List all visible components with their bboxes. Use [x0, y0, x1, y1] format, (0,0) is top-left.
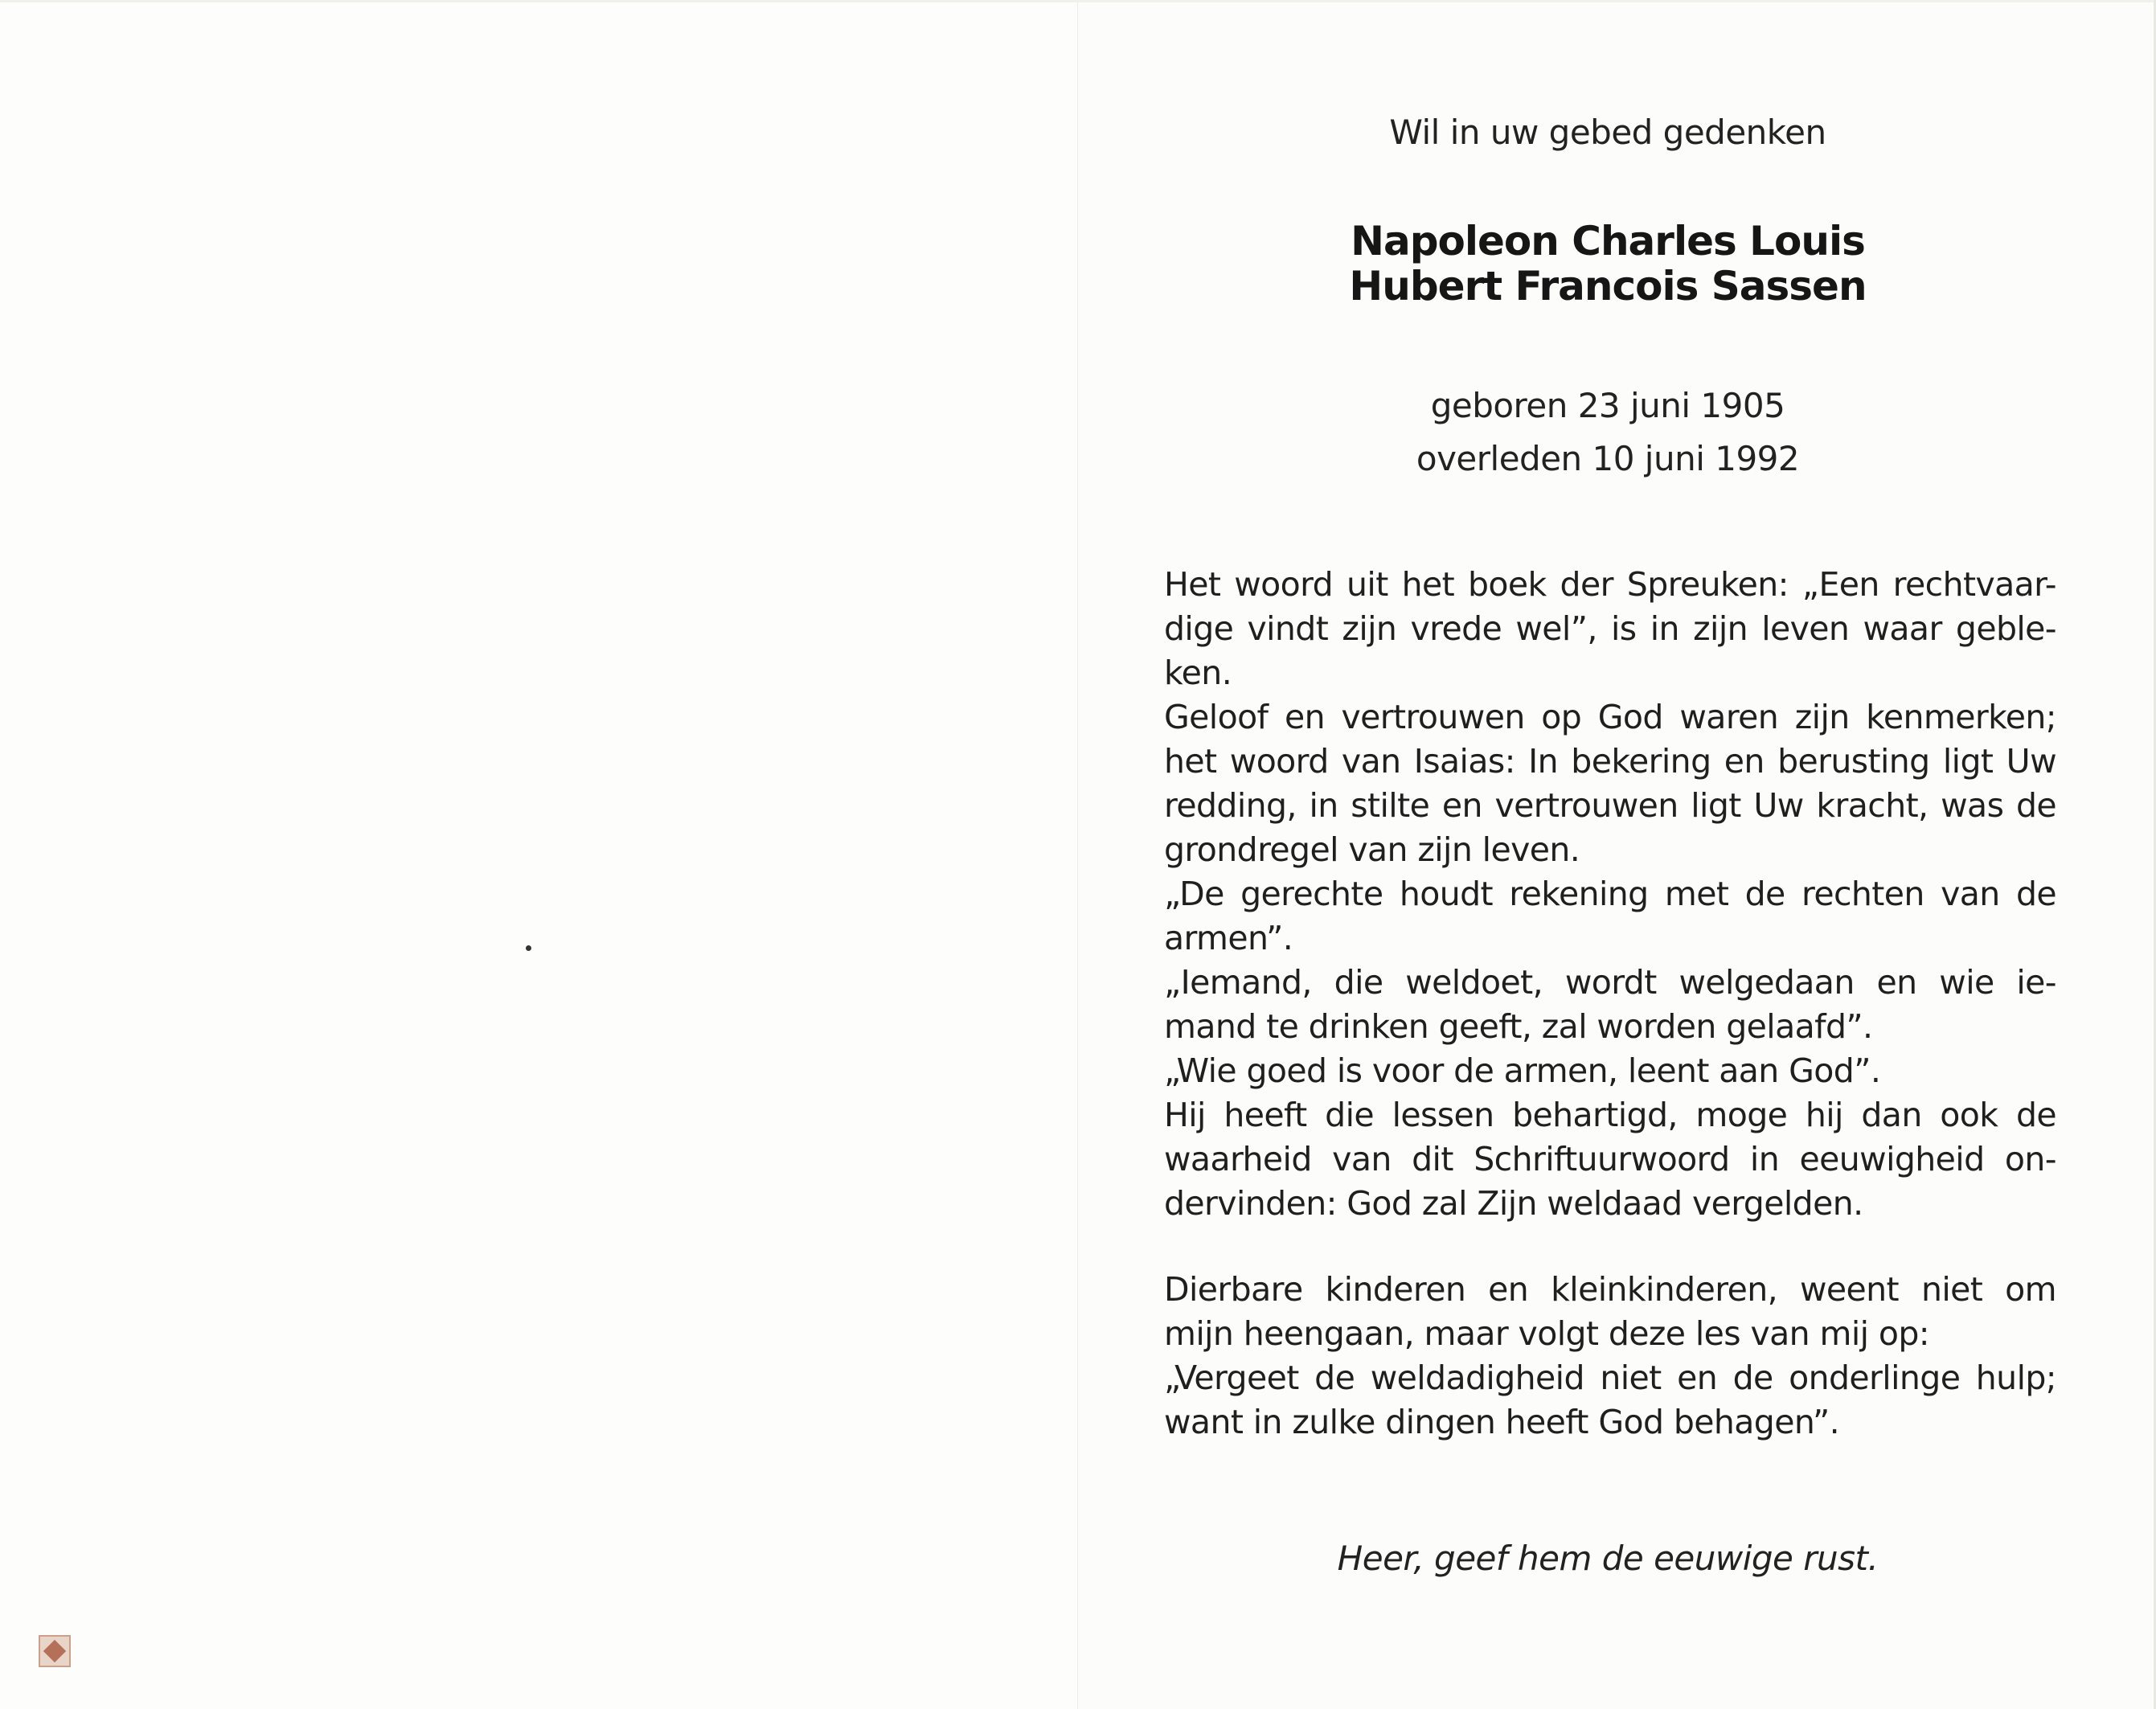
archive-stamp-mark — [39, 1635, 71, 1667]
birth-date: geboren 23 juni 1905 — [1430, 386, 1785, 425]
paragraph: Het woord uit het boek der Spreuken: „Een rechtvaar- dige vindt zijn vrede wel”, is in zijn leven waar geble- ken. — [1164, 565, 2056, 692]
name-line-1: Napoleon Charles Louis — [1351, 218, 1865, 264]
paragraph: „Wie goed is voor de armen, leent aan God”. — [1164, 1051, 1881, 1090]
paper-speck — [526, 945, 531, 951]
deceased-name — [1254, 219, 1961, 309]
paragraph: Dierbare kinderen en kleinkinderen, weent niet om mijn heengaan, maar volgt deze les van mij op: — [1164, 1270, 2056, 1353]
closing-prayer: Heer, geef hem de eeuwige rust. — [1337, 1539, 1879, 1578]
paragraph: „Iemand, die weldoet, wordt welgedaan en wie ie- mand te drinken geeft, zal worden gelaafd”. — [1164, 963, 2056, 1046]
left-panel-blank — [0, 0, 1077, 1709]
paragraph: Hij heeft die lessen behartigd, moge hij dan ook de waarheid van dit Schriftuurwoord in eeuwigheid on- dervinden: God zal Zijn weldaad vergelden. — [1164, 1096, 2056, 1223]
paragraph-gap — [1164, 1226, 2056, 1268]
paragraph: „De gerechte houdt rekening met de rechten van de armen”. — [1164, 875, 2056, 957]
memorial-text — [1164, 563, 2056, 1445]
death-date: overleden 10 juni 1992 — [1416, 439, 1800, 478]
prayer-request-heading: Wil in uw gebed gedenken — [1389, 113, 1826, 152]
paper-edge-top — [0, 0, 2156, 2]
name-line-2: Hubert Francois Sassen — [1349, 263, 1867, 309]
paragraph: Geloof en vertrouwen op God waren zijn kenmerken; het woord van Isaias: In bekering en berusting ligt Uw redding, in stilte en vertrouwen ligt Uw kracht, was de grondregel van zijn leven. — [1164, 698, 2056, 869]
life-dates — [1254, 379, 1961, 486]
paragraph: „Vergeet de weldadigheid niet en de onderlinge hulp; want in zulke dingen heeft God behagen”. — [1164, 1359, 2056, 1441]
